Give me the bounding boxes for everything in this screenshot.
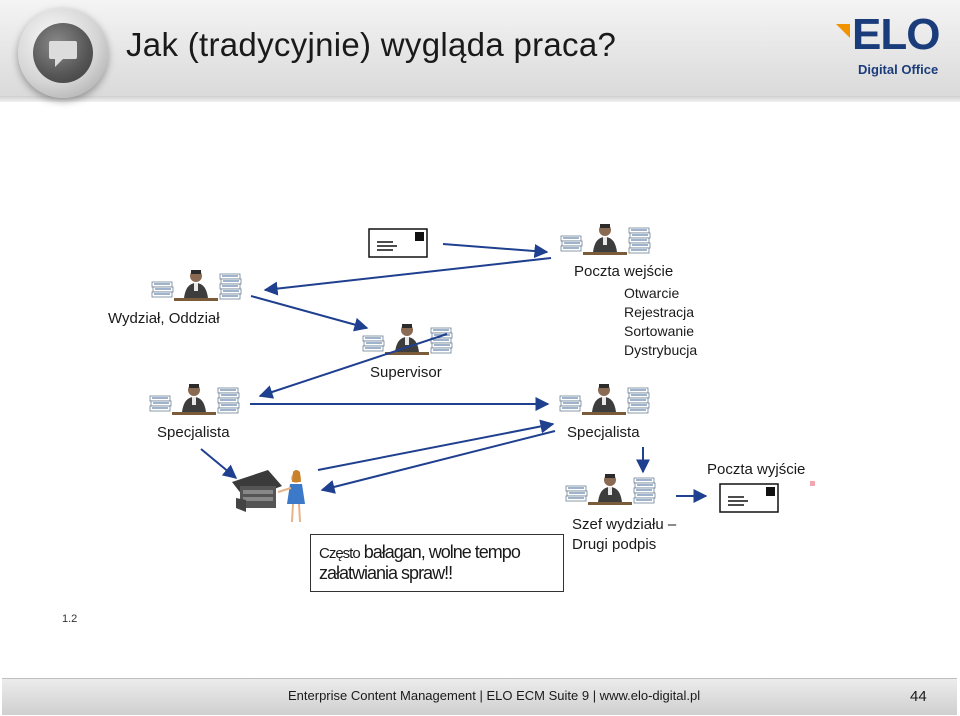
section-number: 1.2 — [62, 613, 78, 625]
footer-text: Enterprise Content Management | ELO ECM Suite 9 | www.elo-digital.pl — [288, 688, 701, 703]
arrow-specialist-back-to-copier — [322, 431, 555, 490]
outgoing-mail-envelope-icon — [720, 484, 778, 512]
worker-mailroom-icon — [561, 224, 650, 255]
arrow-copier-to-specialist — [318, 424, 553, 470]
step-distribute: Dystrybucja — [624, 342, 698, 358]
pink-dot-marker — [810, 481, 815, 486]
worker-supervisor-icon — [363, 324, 452, 355]
incoming-mail-envelope-icon — [369, 229, 427, 257]
note-line1-prefix: Często — [319, 545, 360, 562]
note-line2: załatwiania spraw!! — [319, 562, 453, 583]
label-incoming-mail: Poczta wejście — [574, 263, 674, 280]
worker-specialist-left-icon — [150, 384, 239, 415]
label-specialist-right: Specjalista — [567, 424, 640, 441]
step-open: Otwarcie — [624, 285, 680, 301]
worker-specialist-right-icon — [560, 384, 649, 415]
page-number: 44 — [910, 688, 927, 705]
arrow-department-to-supervisor — [251, 296, 367, 328]
worker-department-icon — [152, 270, 241, 301]
label-department-head: Szef wydziału – — [572, 516, 677, 533]
arrow-mailroom-to-department — [265, 258, 551, 290]
page-title: Jak (tradycyjnie) wygląda praca? — [126, 26, 617, 63]
step-register: Rejestracja — [624, 304, 695, 320]
label-outgoing-mail: Poczta wyjście — [707, 461, 806, 478]
arrow-specialist-to-copier — [201, 449, 236, 478]
logo-tagline: Digital Office — [858, 62, 939, 77]
label-department: Wydział, Oddział — [108, 310, 220, 327]
label-second-signature: Drugi podpis — [572, 536, 657, 553]
step-sort: Sortowanie — [624, 323, 695, 339]
label-specialist-left: Specjalista — [157, 424, 230, 441]
logo-wordmark: ELO — [852, 10, 940, 59]
copier-woman-icon — [232, 470, 305, 522]
note-line1-rest: bałagan, wolne tempo — [363, 542, 520, 562]
warning-note-box — [310, 534, 564, 592]
label-supervisor: Supervisor — [370, 364, 442, 381]
arrow-envelope-to-mailroom — [443, 244, 547, 252]
worker-department-head-icon — [566, 474, 655, 505]
